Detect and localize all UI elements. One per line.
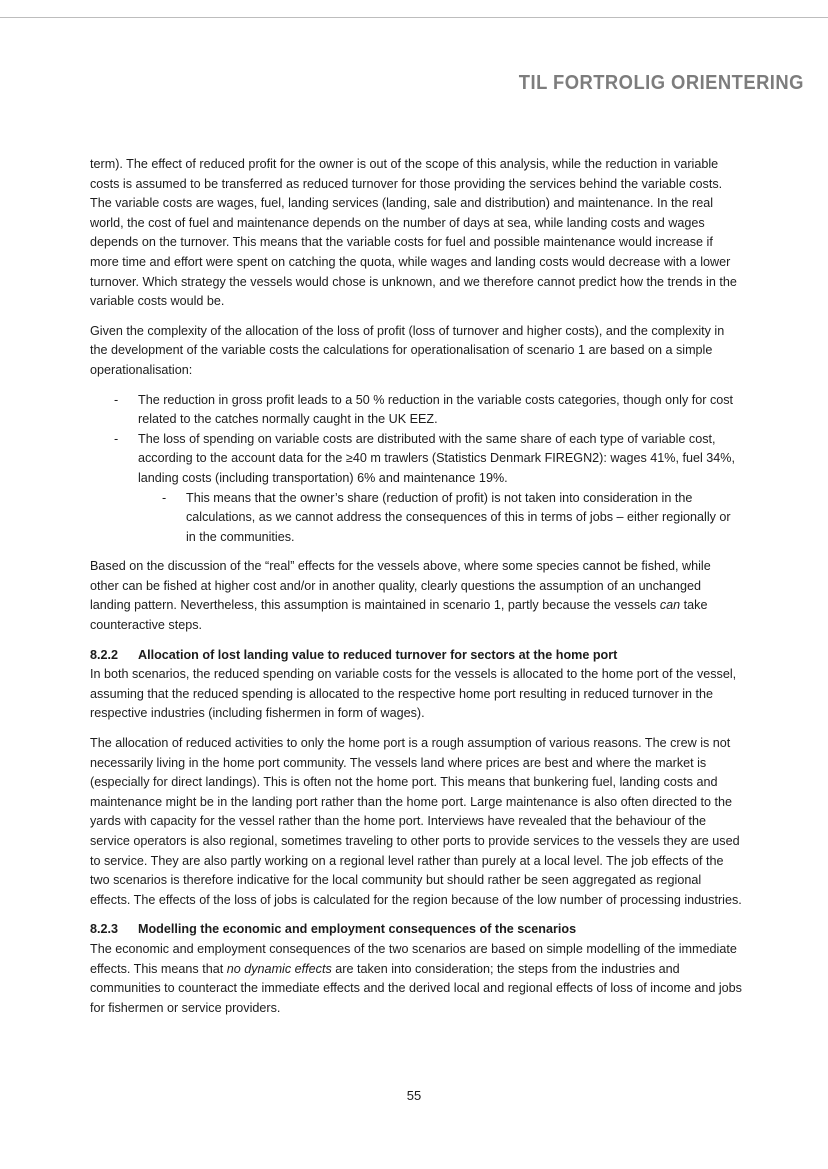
- page-number: 55: [406, 1088, 422, 1103]
- italic-text: can: [659, 598, 681, 613]
- section-title: Modelling the economic and employment consequences of the scenarios: [138, 922, 577, 937]
- bullet-item: - The reduction in gross profit leads to a 50 % reduction in the variable costs categories, though only for cost related to the catches normally caught in the UK EEZ.: [90, 391, 742, 430]
- section-number: 8.2.2: [90, 647, 119, 662]
- sub-bullet-item: - This means that the owner’s share (reduction of profit) is not taken into consideration in the calculations, as we cannot address the consequences of this in terms of jobs – either regionally or in the communities.: [90, 489, 742, 548]
- section-heading-8-2-2: [90, 646, 742, 666]
- page-body: [90, 155, 742, 1028]
- paragraph: The allocation of reduced activities to only the home port is a rough assumption of various reasons. The crew is not necessarily living in the home port community. The vessels land where prices are best and where the market is (especially for direct landings). This is often not the home port. This means that bunkering fuel, landing costs and maintenance might be in the landing port rather than the home port. Large maintenance is also often directed to the yards with capacity for the vessel rather than the home port. Interviews have revealed that the behaviour of the service operators is also regional, sometimes traveling to other ports to provide services to the vessels they are used to service. They are also partly working on a regional level rather than purely at a local level. The job effects of the two scenarios is therefore indicative for the local community but should rather be seen aggregated as regional effects. The effects of the loss of jobs is calculated for the region because of the low number of processing industries.: [90, 736, 742, 907]
- paragraph: In both scenarios, the reduced spending on variable costs for the vessels is allocated to the home port of the vessel, assuming that the reduced spending is allocated to the respective home port resulting in reduced turnover in the respective industries (including fishermen in form of wages).: [90, 667, 737, 721]
- italic-text: no dynamic effects: [226, 961, 332, 976]
- bullet-list: [90, 391, 742, 548]
- paragraph-text: The economic and employment consequences of the two scenarios are based on simple modelling of the immediate effects. This means that: [90, 941, 737, 976]
- paragraph: [90, 557, 742, 635]
- paragraph: term). The effect of reduced profit for the owner is out of the scope of this analysis, while the reduction in variable costs is assumed to be transferred as reduced turnover for those providing the services behind the variable costs. The variable costs are wages, fuel, landing services (landing, sale and distribution) and maintenance. In the real world, the cost of fuel and maintenance depends on the number of days at sea, while landing costs and wages depends on the turnover. This means that the variable costs for fuel and possible maintenance would increase if more time and effort were spent on catching the quota, while wages and landing costs would decrease with a lower turnover. Which strategy the vessels would chose is unknown, and we therefore cannot predict how the trends in the variable costs would be.: [90, 157, 737, 309]
- section-number: 8.2.3: [90, 922, 119, 937]
- paragraph-text: take counteractive steps.: [90, 598, 708, 633]
- section-heading-8-2-3: [90, 920, 742, 940]
- scan-top-line: [0, 17, 828, 18]
- bullet-item: - The loss of spending on variable costs are distributed with the same share of each type of variable cost, according to the account data for the ≥40 m trawlers (Statistics Denmark FIREGN2): wages 41%, fuel 34%, landing costs (including transportation) 6% and maintenance 19%.: [90, 430, 742, 489]
- confidentiality-stamp: TIL FORTROLIG ORIENTERING: [518, 72, 804, 94]
- section-title: Allocation of lost landing value to reduced turnover for sectors at the home port: [138, 647, 618, 662]
- paragraph-text: are taken into consideration; the steps from the industries and communities to counteract the immediate effects and the derived local and regional effects of loss of income and jobs for fishermen or service providers.: [90, 961, 742, 1015]
- paragraph: [90, 940, 742, 1018]
- paragraph: Given the complexity of the allocation of the loss of profit (loss of turnover and higher costs), and the complexity in the development of the variable costs the calculations for operationalisation of scenario 1 are based on a simple operationalisation:: [90, 323, 725, 377]
- paragraph-text: Based on the discussion of the “real” effects for the vessels above, where some species cannot be fished, while other can be fished at higher cost and/or in another quality, clearly questions the assumption of an unchanged landing pattern. Nevertheless, this assumption is maintained in scenario 1, partly because the vessels: [90, 559, 711, 613]
